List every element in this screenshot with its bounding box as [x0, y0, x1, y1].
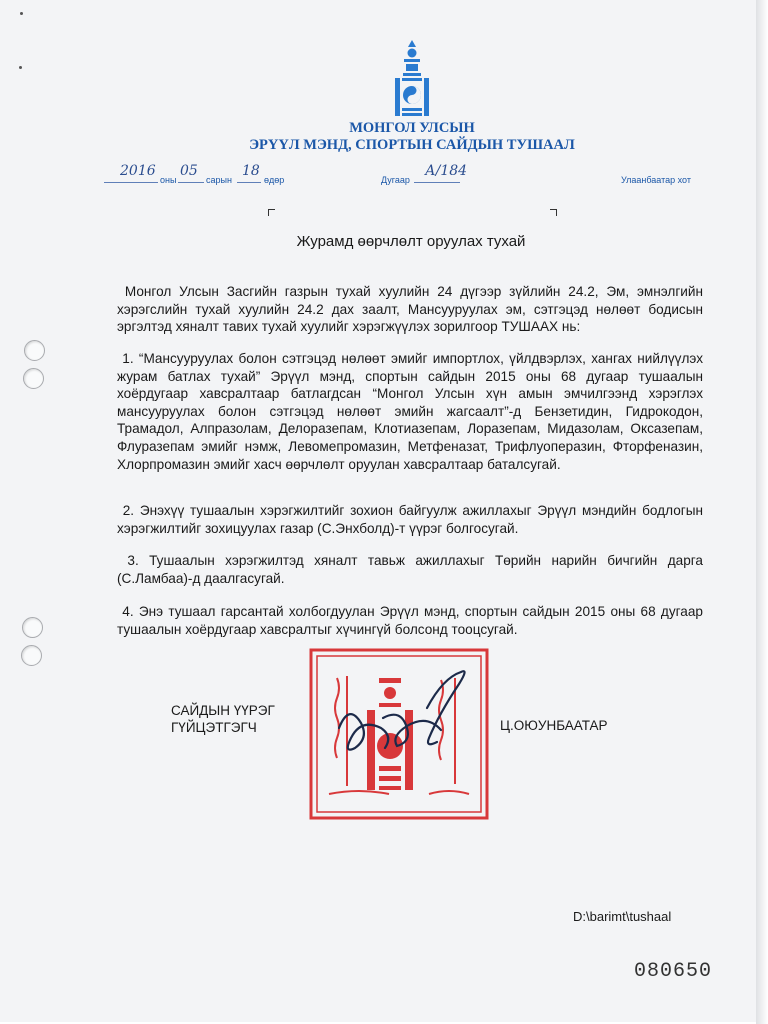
file-path: D:\barimt\tushaal [573, 909, 672, 924]
item-2-text: 2. Энэхүү тушаалын хэрэгжилтийг зохион байгуулж ажиллахыг Эрүүл мэндийн бодлогын хэрэгжилтийг зохицуулах газар (С.Энхболд)-т үүрэг болгосугай. [117, 503, 703, 536]
ministry-name-line1: МОНГОЛ УЛСЫН [349, 120, 475, 136]
item-3-text: 3. Тушаалын хэрэгжилтэд хяналт тавьж ажиллахыг Төрийн нарийн бичгийн дарга (С.Ламбаа)-д даалгасугай. [117, 553, 703, 586]
order-number: А/184 [425, 163, 468, 179]
document-serial-number: 080650 [634, 960, 713, 983]
city-label: Улаанбаатар хот [621, 175, 691, 185]
month-underline [178, 182, 204, 183]
signer-title-line2: ГҮЙЦЭТГЭГЧ [171, 720, 257, 735]
item-1-paragraph [117, 350, 703, 473]
punch-hole [22, 617, 43, 638]
date-month: 05 [180, 163, 198, 179]
item-4-paragraph [117, 603, 703, 638]
signer-name: Ц.ОЮУНБААТАР [500, 718, 608, 733]
scan-speck [19, 66, 22, 69]
punch-hole [23, 368, 44, 389]
subject-corner-right [550, 209, 557, 216]
month-suffix: сарын [206, 175, 232, 185]
day-suffix: өдөр [264, 175, 285, 185]
order-number-label: Дугаар [381, 175, 410, 185]
document-subject: Журамд өөрчлөлт оруулах тухай [296, 233, 526, 250]
number-underline [414, 182, 460, 183]
item-4-text: 4. Энэ тушаал гарсантай холбогдуулан Эрүүл мэнд, спортын сайдын 2015 оны 68 дугаар тушаалын хоёрдугаар хавсралтыг хүчингүй болсонд тооцсугай. [117, 604, 703, 637]
punch-hole [21, 645, 42, 666]
date-day: 18 [242, 163, 260, 179]
handwritten-signature [339, 671, 465, 749]
item-1-text: 1. “Мансууруулах болон сэтгэцэд нөлөөт эмийг импортлох, үйлдвэрлэх, хангах нийлүүлэх журам батлах тухай” Эрүүл мэнд, спортын сайдын 2015 оны 68 дугаар тушаалын хоёрдугаар хавсралтаар батлагдсан “Монгол Улсын хүн амын эмчилгээнд хэрэглэх мансууруулах болон сэтгэцэд нөлөөт эмийн жагсаалт”-д Бензетидин, Гидрокодон, Трамадол, Алпразолам, Делоразепам, Клотиазепам, Лоразепам, Мидазолам, Оксазепам, Флуразепам эмийг нэмж, Левомепромазин, Метфеназат, Трифлуоперазин, Фторфеназин, Хлорпромазин эмийг хасч өөрчлөлт оруулан хавсралтаар баталсугай. [117, 351, 703, 472]
day-underline [237, 182, 261, 183]
intro-text: Монгол Улсын Засгийн газрын тухай хуулийн 24 дүгээр зүйлийн 24.2, Эм, эмнэлгийн хэрэгслийн тухай хуулийн 24.2 дах заалт, Мансууруулах эм, сэтгэцэд нөлөөт бодисын эргэлтэд хяналт тавих тухай хуулийг хэрэгжүүлэх зорилгоор ТУШААХ нь: [117, 284, 704, 335]
official-seal [309, 648, 489, 820]
year-suffix: оны [160, 175, 177, 185]
signer-title-line1: САЙДЫН ҮҮРЭГ [171, 703, 275, 718]
scan-edge [756, 0, 768, 1024]
item-2-paragraph [117, 502, 703, 537]
state-emblem-icon [389, 40, 435, 118]
item-3-paragraph [117, 552, 703, 587]
punch-hole [24, 340, 45, 361]
scan-speck [20, 12, 23, 15]
signer-title [171, 702, 275, 736]
subject-corner-left [268, 209, 275, 216]
date-year: 2016 [120, 163, 156, 179]
intro-paragraph [117, 283, 703, 336]
ministry-name-line2: ЭРҮҮЛ МЭНД, СПОРТЫН САЙДЫН ТУШААЛ [249, 137, 575, 153]
year-underline [104, 182, 158, 183]
